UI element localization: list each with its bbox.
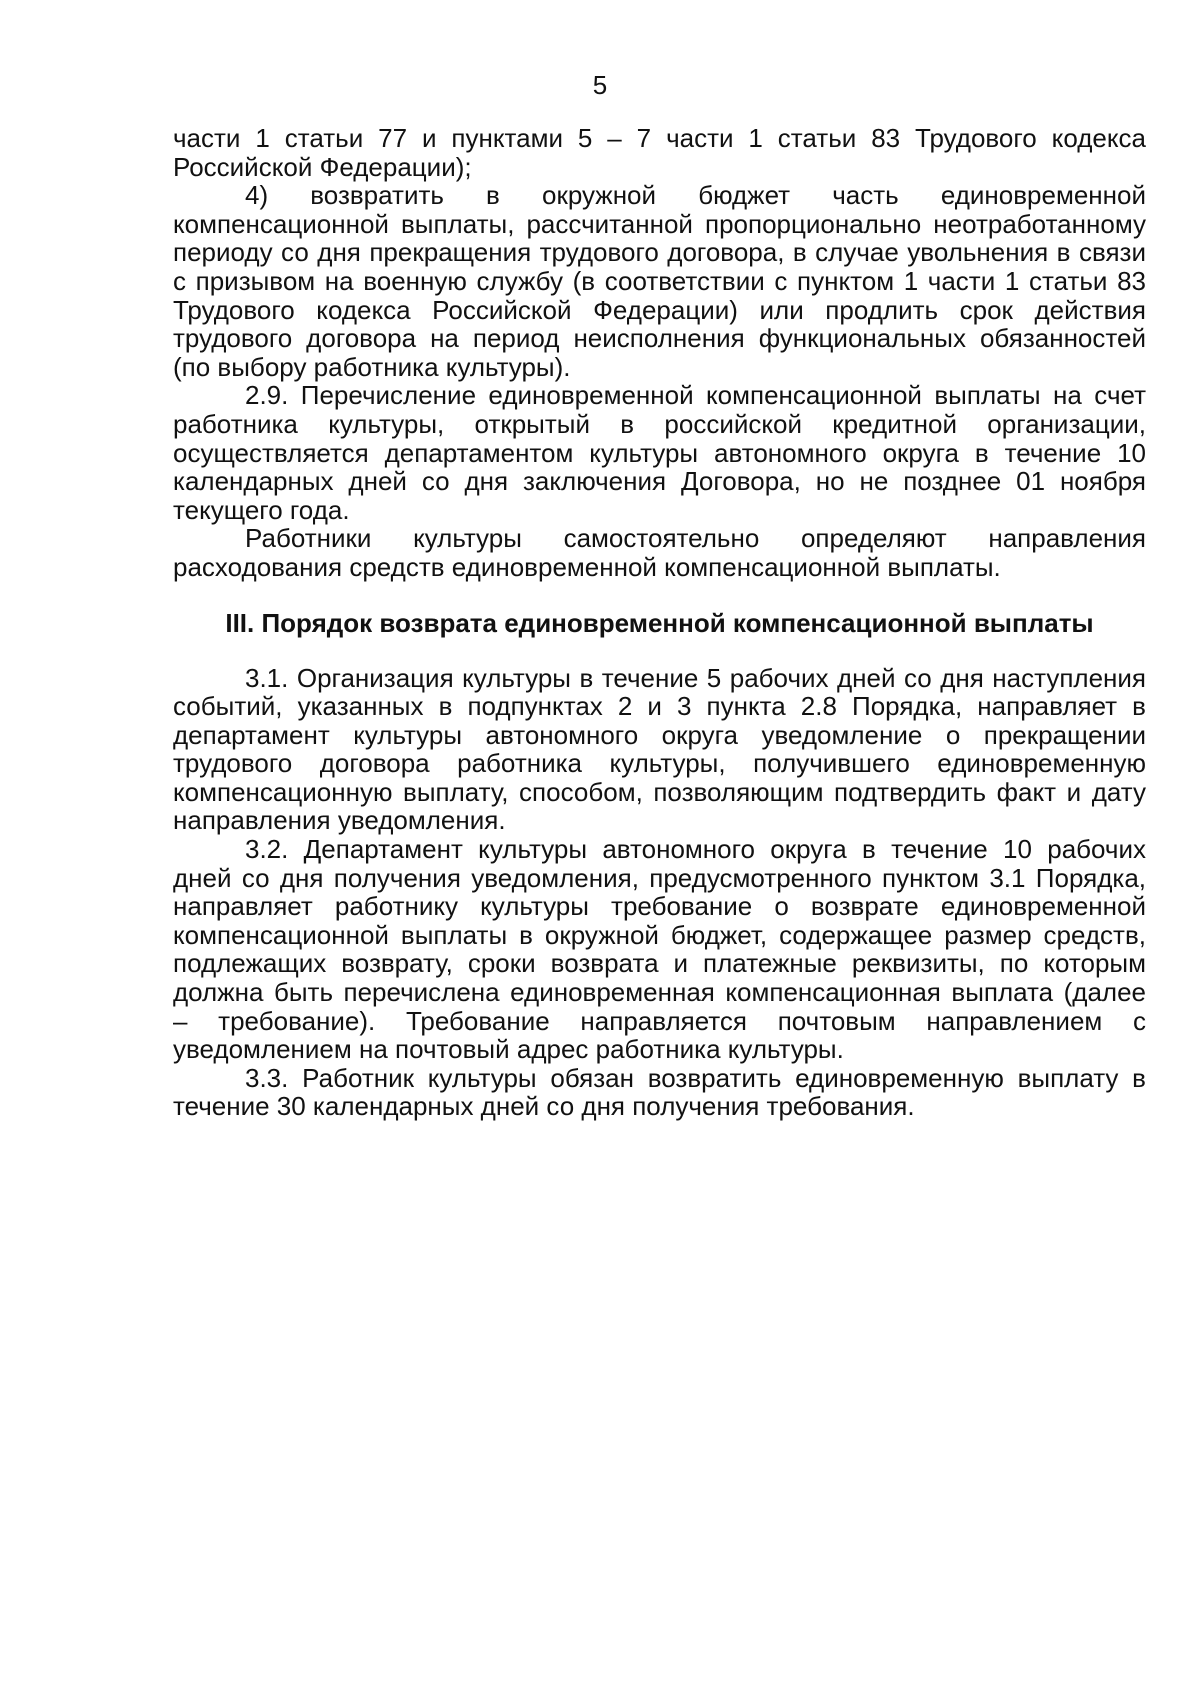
document-body bbox=[173, 124, 1146, 1121]
paragraph-item-4: 4) возвратить в окружной бюджет часть единовременной компенсационной выплаты, рассчитанной пропорционально неотработанному периоду со дня прекращения трудового договора, в случае увольнения в связи с призывом на военную службу (в соответствии с пунктом 1 части 1 статьи 83 Трудового кодекса Российской Федерации) или продлить срок действия трудового договора на период неисполнения функциональных обязанностей (по выбору работника культуры). bbox=[173, 180, 1146, 382]
section-heading: III. Порядок возврата единовременной компенсационной выплаты bbox=[225, 607, 1094, 638]
paragraph-continuation: части 1 статьи 77 и пунктами 5 – 7 части 1 статьи 83 Трудового кодекса Российской Федерации); bbox=[173, 123, 1146, 182]
paragraph-workers-direction: Работники культуры самостоятельно определяют направления расходования средств единовременной компенсационной выплаты. bbox=[173, 523, 1146, 582]
paragraph-3-1: 3.1. Организация культуры в течение 5 рабочих дней со дня наступления событий, указанных в подпунктах 2 и 3 пункта 2.8 Порядка, направляет в департамент культуры автономного округа уведомление о прекращении трудового договора работника культуры, получившего единовременную компенсационную выплату, способом, позволяющим подтвердить факт и дату направления уведомления. bbox=[173, 662, 1146, 836]
paragraph-3-2: 3.2. Департамент культуры автономного округа в течение 10 рабочих дней со дня получения уведомления, предусмотренного пунктом 3.1 Порядка, направляет работнику культуры требование о возврате единовременной компенсационной выплаты в окружной бюджет, содержащее размер средств, подлежащих возврату, сроки возврата и платежные реквизиты, по которым должна быть перечислена единовременная компенсационная выплата (далее – требование). Требование направляется почтовым направлением с уведомлением на почтовый адрес работника культуры. bbox=[173, 834, 1146, 1065]
page-number: 5 bbox=[592, 70, 608, 100]
paragraph-3-3: 3.3. Работник культуры обязан возвратить единовременную выплату в течение 30 календарных дней со дня получения требования. bbox=[173, 1062, 1146, 1122]
paragraph-2-9: 2.9. Перечисление единовременной компенсационной выплаты на счет работника культуры, открытый в российской кредитной организации, осуществляется департаментом культуры автономного округа в течение 10 календарных дней со дня заключения Договора, но не позднее 01 ноября текущего года. bbox=[173, 380, 1146, 525]
